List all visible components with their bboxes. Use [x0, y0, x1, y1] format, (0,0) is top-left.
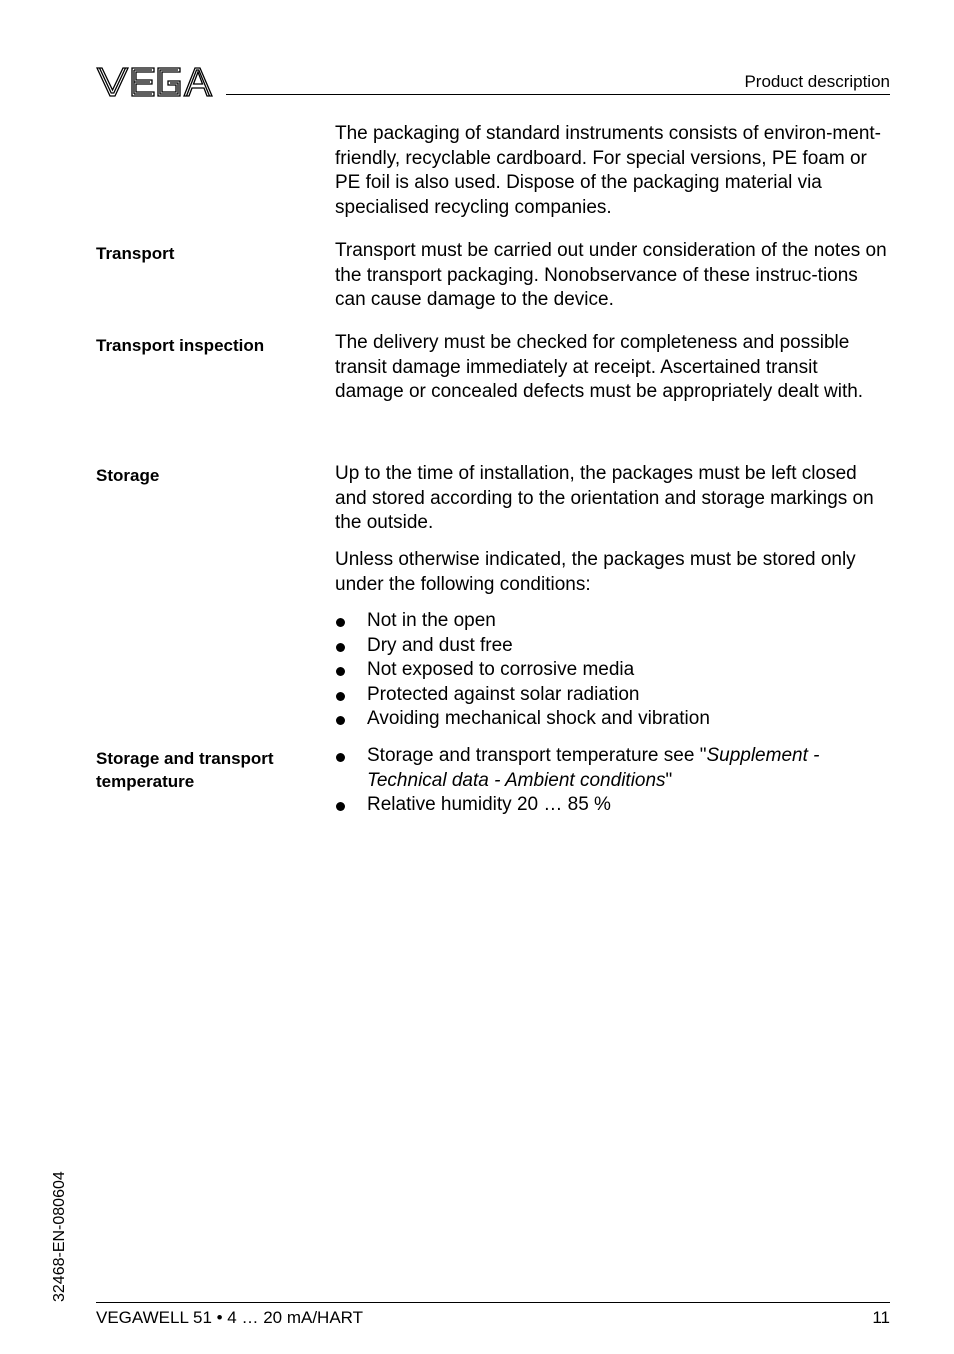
transport-inspection-text: The delivery must be checked for completeness and possible transit damage immediately at receipt. Ascertained transit damage or concealed defects must be appropriately dealt with. [335, 332, 864, 403]
bullet-icon [336, 802, 345, 811]
packaging-paragraph [335, 122, 891, 220]
transport-inspection-label: Transport inspection [96, 336, 265, 355]
bullet-icon [336, 667, 345, 676]
storage-paragraph-1 [335, 462, 891, 536]
bullet-icon [336, 716, 345, 725]
page-number: 11 [872, 1308, 890, 1327]
bullet-icon [336, 618, 345, 627]
storage-temperature-label-line1: Storage and transport [96, 749, 274, 768]
list-item: Not exposed to corrosive media [335, 658, 891, 683]
document-code: 32468-EN-080604 [51, 1171, 68, 1302]
storage-paragraph-2 [335, 548, 891, 597]
storage-temperature-list [335, 744, 891, 818]
storage-text-1: Up to the time of installation, the packages must be left closed and stored according to the orientation and storage markings on the outside. [335, 463, 874, 534]
transport-text: Transport must be carried out under consideration of the notes on the transport packaging. Nonobservance of these instruc-tions can cause damage to the device. [335, 240, 887, 311]
storage-conditions-list [335, 609, 891, 732]
list-item: Relative humidity 20 … 85 % [335, 793, 891, 818]
list-item: Storage and transport temperature see "Supplement - Technical data - Ambient conditions" [335, 744, 891, 793]
list-item: Avoiding mechanical shock and vibration [335, 707, 891, 732]
footer-divider [96, 1302, 890, 1303]
list-item: Dry and dust free [335, 634, 891, 659]
storage-label: Storage [96, 466, 160, 485]
transport-label: Transport [96, 244, 175, 263]
storage-temperature-label [96, 747, 321, 793]
list-item: Protected against solar radiation [335, 683, 891, 708]
bullet-icon [336, 753, 345, 762]
transport-inspection-paragraph [335, 331, 891, 405]
bullet-icon [336, 643, 345, 652]
storage-text-2: Unless otherwise indicated, the packages must be stored only under the following conditions: [335, 549, 856, 595]
footer-product: VEGAWELL 51 • 4 … 20 mA/HART [96, 1308, 364, 1327]
supplement-reference: Supplement - Technical data - Ambient conditions [367, 745, 820, 791]
bullet-icon [336, 692, 345, 701]
storage-temperature-label-line2: temperature [96, 772, 195, 791]
header-divider [226, 94, 890, 95]
vega-logo [96, 66, 214, 98]
packaging-text: The packaging of standard instruments consists of environ-ment-friendly, recyclable cardboard. For special versions, PE foam or PE foil is also used. Dispose of the packaging material via specialised recycling companies. [335, 123, 881, 218]
page-section-title: Product description [744, 72, 890, 91]
list-item: Not in the open [335, 609, 891, 634]
transport-paragraph [335, 239, 891, 313]
